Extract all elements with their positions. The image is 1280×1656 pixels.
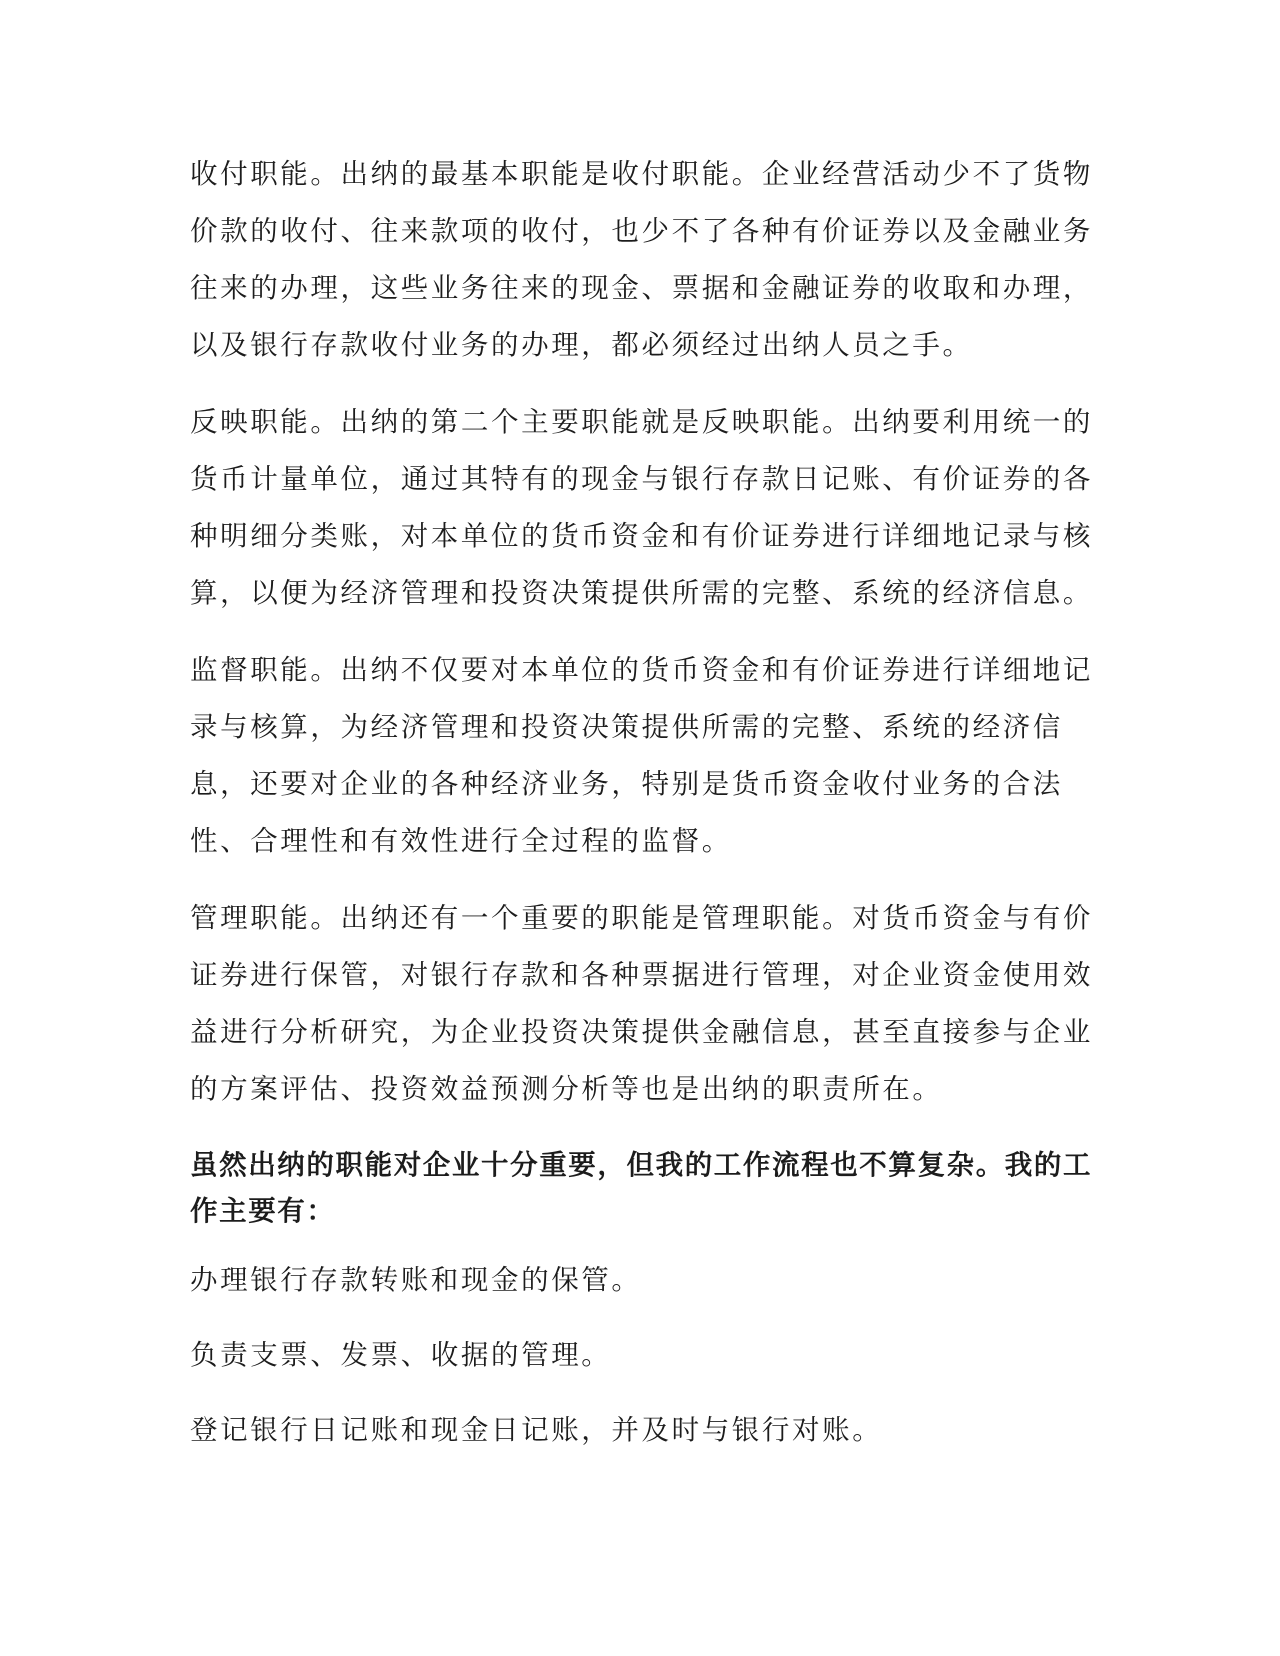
paragraph-collection-function: 收付职能。出纳的最基本职能是收付职能。企业经营活动少不了货物价款的收付、往来款项的收付，也少不了各种有价证券以及金融业务往来的办理，这些业务往来的现金、票据和金融证券的收取和办理，以及银行存款收付业务的办理，都必须经过出纳人员之手。 [190,158,1093,361]
paragraph-reflection-function: 反映职能。出纳的第二个主要职能就是反映职能。出纳要利用统一的货币计量单位，通过其特有的现金与银行存款日记账、有价证券的各种明细分类账，对本单位的货币资金和有价证券进行详细地记录与核算，以便为经济管理和投资决策提供所需的完整、系统的经济信息。 [190,406,1093,609]
paragraph-work-intro: 虽然出纳的职能对企业十分重要，但我的工作流程也不算复杂。我的工作主要有： [190,1149,1093,1227]
paragraph-supervision-function: 监督职能。出纳不仅要对本单位的货币资金和有价证券进行详细地记录与核算，为经济管理和投资决策提供所需的完整、系统的经济信息，还要对企业的各种经济业务，特别是货币资金收付业务的合法性、合理性和有效性进行全过程的监督。 [190,654,1093,857]
document-body [190,146,1100,1459]
paragraph-task-bank-transfer: 办理银行存款转账和现金的保管。 [190,1264,642,1296]
paragraph-management-function: 管理职能。出纳还有一个重要的职能是管理职能。对货币资金与有价证券进行保管，对银行存款和各种票据进行管理，对企业资金使用效益进行分析研究，为企业投资决策提供金融信息，甚至直接参与企业的方案评估、投资效益预测分析等也是出纳的职责所在。 [190,902,1093,1105]
paragraph-task-bill-management: 负责支票、发票、收据的管理。 [190,1339,612,1371]
paragraph-task-journal-reconciliation: 登记银行日记账和现金日记账，并及时与银行对账。 [190,1414,883,1446]
